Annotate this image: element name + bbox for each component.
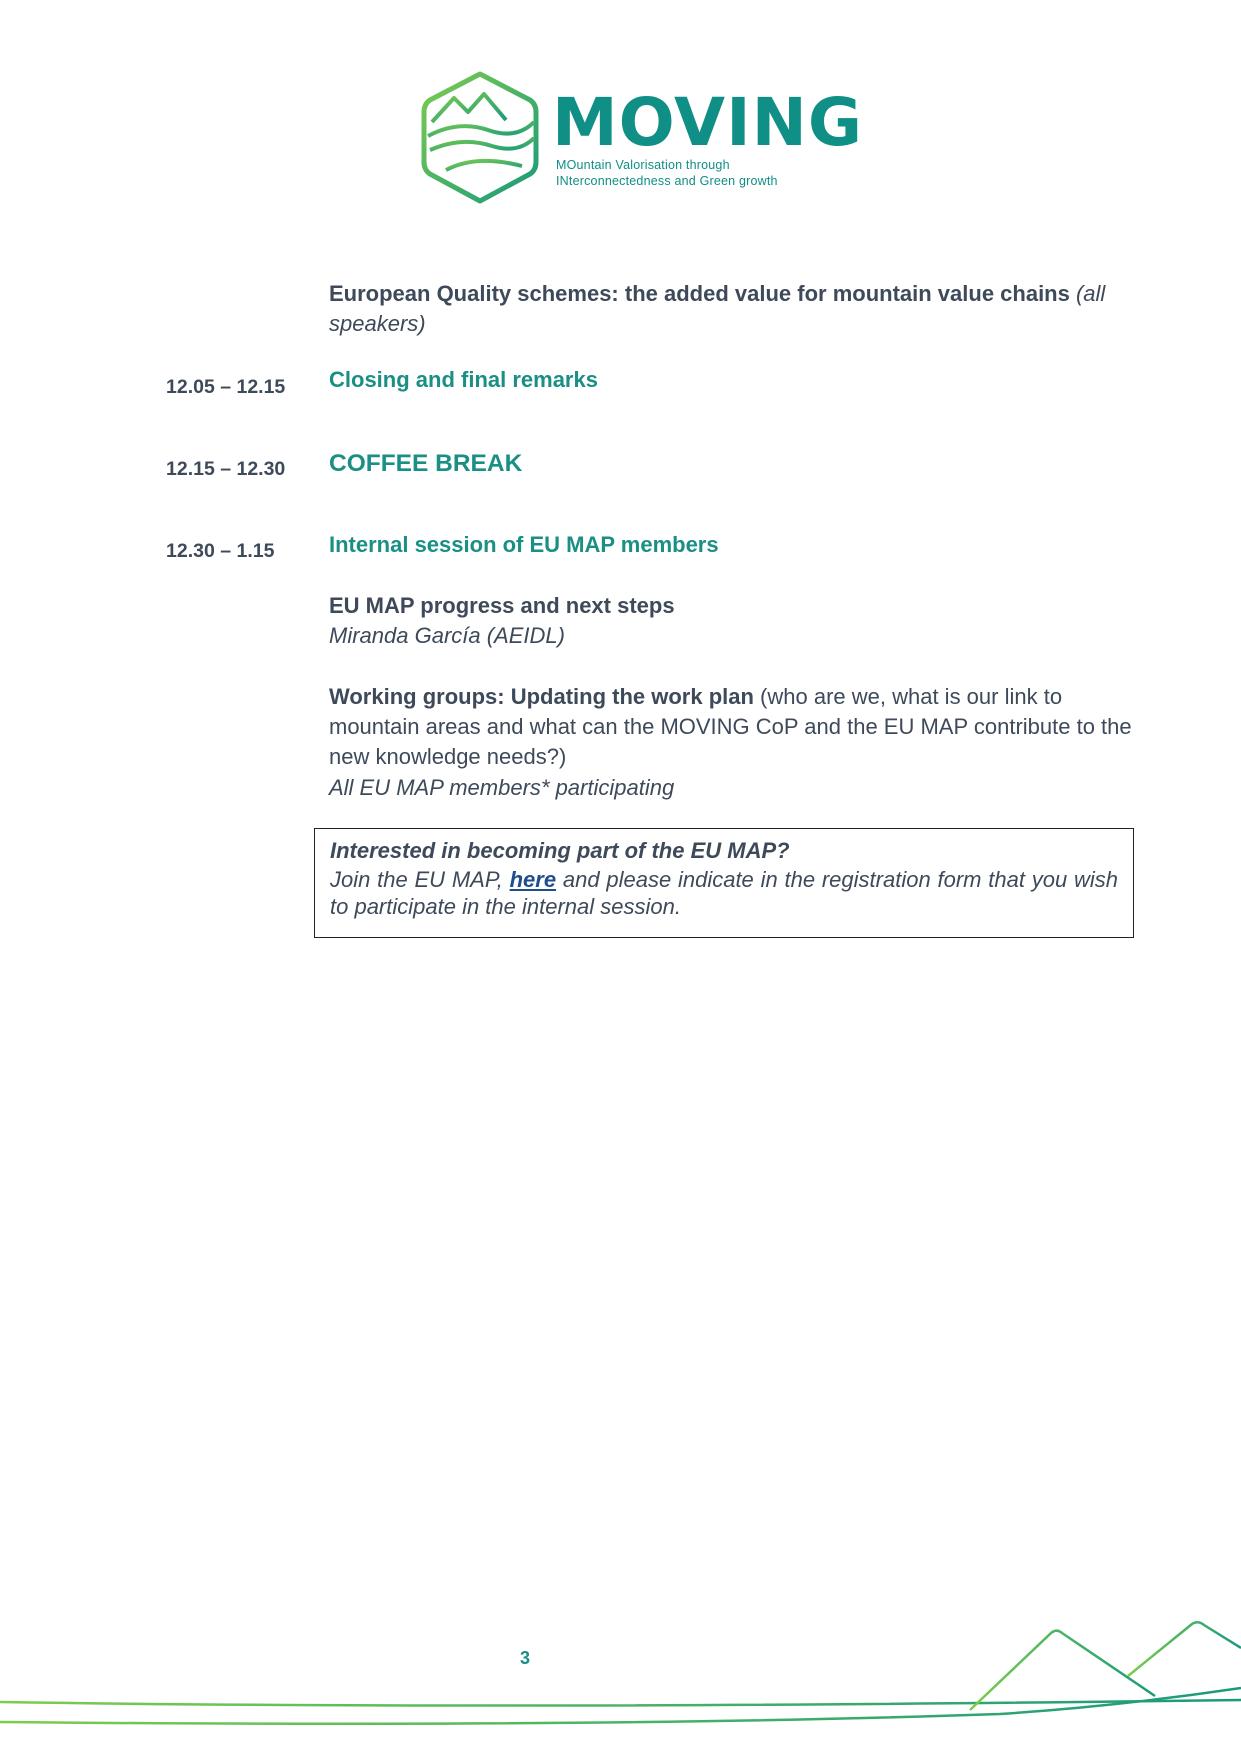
quality-schemes-session [329,279,1144,339]
notice-question: Interested in becoming part of the EU MAP? [330,838,790,863]
time-slot-3: 12.30 – 1.15 [166,540,275,562]
moving-logo [418,70,864,205]
progress-speaker: Miranda García (AEIDL) [329,623,565,648]
logo-subtitle-line1: MOuntain Valorisation through [556,158,730,172]
working-groups-participants: All EU MAP members* participating [329,775,675,800]
eu-map-notice-box [314,828,1134,938]
page-number: 3 [519,1648,530,1668]
logo-subtitle-line2: INterconnectedness and Green growth [556,174,778,188]
notice-text-after: and please indicate in the registration form that you wish to participate in the internal session. [330,867,1118,919]
working-groups-title: Working groups: Updating the work plan [329,684,754,709]
session-note: (all speakers) [329,281,1106,336]
time-slot-1: 12.05 – 12.15 [166,376,286,398]
join-eu-map-link[interactable]: here [509,867,557,892]
notice-body [330,866,1118,920]
time-slot-2: 12.15 – 12.30 [166,458,286,480]
working-groups-description: (who are we, what is our link to mountain areas and what can the MOVING CoP and the EU MAP contribute to the new knowledge needs?) [329,684,1132,769]
session-title: European Quality schemes: the added value for mountain value chains [329,281,1070,306]
mountain-hexagon-logo-icon [418,70,543,205]
footer-mountains-decoration [0,1610,1241,1755]
progress-title: EU MAP progress and next steps [329,593,675,618]
logo-title: MOVING [552,84,864,161]
agenda-item-coffee-break: COFFEE BREAK [329,450,523,477]
agenda-item-closing: Closing and final remarks [329,367,598,392]
notice-text-before: Join the EU MAP, [330,867,510,892]
agenda-item-internal-session: Internal session of EU MAP members [329,532,719,557]
working-groups-paragraph [329,682,1144,772]
